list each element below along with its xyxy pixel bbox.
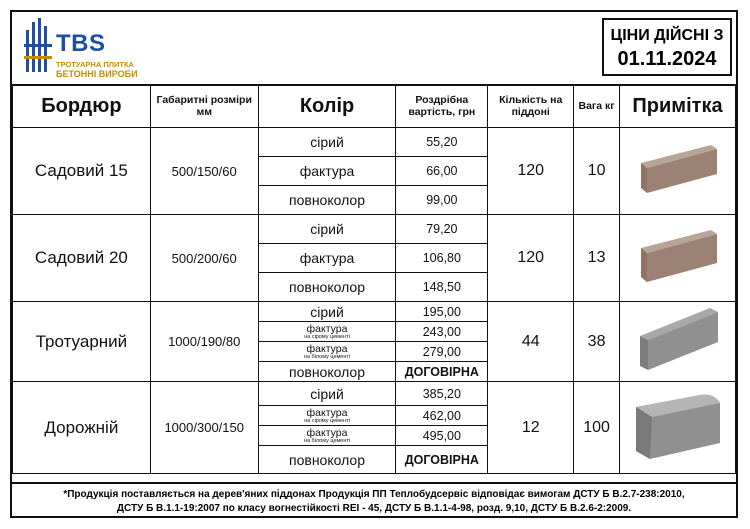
- col-product: Бордюр: [13, 85, 151, 128]
- color-option: повноколор: [258, 273, 396, 302]
- price-value: ДОГОВІРНА: [396, 446, 488, 474]
- table-row: [13, 128, 736, 157]
- color-option-note: на сірому цементі: [304, 417, 350, 424]
- color-option-note: на сірому цементі: [304, 333, 350, 340]
- logo: [22, 16, 142, 78]
- color-option-label: фактура: [306, 322, 348, 335]
- garden-curb-15-image: [633, 141, 723, 197]
- color-option-label: фактура: [306, 342, 348, 355]
- product-name: Садовий 15: [13, 128, 151, 215]
- color-option: сірий: [258, 302, 396, 322]
- logo-brand: TBS: [56, 30, 106, 57]
- product-weight: 100: [574, 382, 620, 474]
- table-header-row: [13, 85, 736, 128]
- col-dimensions: Габаритні розміри мм: [150, 85, 258, 128]
- price-value: ДОГОВІРНА: [396, 362, 488, 382]
- price-value: 106,80: [396, 244, 488, 273]
- product-name: Тротуарний: [13, 302, 151, 382]
- price-value: 462,00: [396, 406, 488, 426]
- price-value: 385,20: [396, 382, 488, 406]
- table-row: [13, 215, 736, 244]
- product-image-cell: [620, 382, 736, 474]
- col-quantity: Кількість на піддоні: [488, 85, 574, 128]
- pallet-quantity: 12: [488, 382, 574, 474]
- color-option-note: на білому цементі: [303, 437, 351, 444]
- col-note: Примітка: [620, 85, 736, 128]
- product-name: Дорожній: [13, 382, 151, 474]
- col-color: Колір: [258, 85, 396, 128]
- validity-label: ЦІНИ ДІЙСНІ З: [610, 27, 724, 44]
- footnote-line-2: ДСТУ Б В.1.1-19:2007 по класу вогнестійкості REI - 45, ДСТУ Б В.1.1-4-98, розд. 9,10, ДСТУ Б В.2.6-2:2009.: [116, 503, 632, 514]
- footnote-line-1: *Продукція поставляється на дерев'яних піддонах Продукція ПП Теплобудсервіс відповідає вимогам ДСТУ Б В.2.7-238:2010,: [63, 489, 685, 500]
- col-price: Роздрібна вартість, грн: [396, 85, 488, 128]
- color-option: повноколор: [258, 446, 396, 474]
- color-option: фактура: [258, 244, 396, 273]
- logo-tower-icon: [22, 16, 56, 76]
- price-value: 148,50: [396, 273, 488, 302]
- footnote: [12, 482, 736, 518]
- price-value: 495,00: [396, 426, 488, 446]
- product-weight: 13: [574, 215, 620, 302]
- col-weight: Вага кг: [574, 85, 620, 128]
- color-option: фактура: [258, 157, 396, 186]
- color-option: [258, 406, 396, 426]
- garden-curb-20-image: [633, 226, 723, 286]
- color-option: [258, 426, 396, 446]
- product-image-cell: [620, 128, 736, 215]
- product-image-cell: [620, 302, 736, 382]
- product-dimensions: 500/150/60: [150, 128, 258, 215]
- price-value: 79,20: [396, 215, 488, 244]
- product-weight: 10: [574, 128, 620, 215]
- color-option: сірий: [258, 215, 396, 244]
- product-dimensions: 1000/190/80: [150, 302, 258, 382]
- color-option: сірий: [258, 382, 396, 406]
- product-weight: 38: [574, 302, 620, 382]
- product-name: Садовий 20: [13, 215, 151, 302]
- validity-date: 01.11.2024: [617, 48, 717, 70]
- color-option-label: фактура: [306, 426, 348, 439]
- color-option: повноколор: [258, 186, 396, 215]
- sidewalk-curb-image: [630, 302, 726, 376]
- price-value: 195,00: [396, 302, 488, 322]
- table-row: [13, 382, 736, 406]
- logo-line-2: БЕТОННІ ВИРОБИ: [56, 69, 138, 79]
- road-curb-image: [628, 385, 728, 465]
- price-value: 55,20: [396, 128, 488, 157]
- color-option: [258, 322, 396, 342]
- pallet-quantity: 120: [488, 215, 574, 302]
- color-option: [258, 342, 396, 362]
- price-value: 243,00: [396, 322, 488, 342]
- price-value: 99,00: [396, 186, 488, 215]
- price-value: 66,00: [396, 157, 488, 186]
- price-table: [12, 84, 736, 474]
- color-option-note: на білому цементі: [303, 353, 351, 360]
- table-row: [13, 302, 736, 322]
- validity-box: [602, 18, 732, 76]
- product-dimensions: 1000/300/150: [150, 382, 258, 474]
- product-dimensions: 500/200/60: [150, 215, 258, 302]
- color-option-label: фактура: [306, 406, 348, 419]
- pallet-quantity: 120: [488, 128, 574, 215]
- product-image-cell: [620, 215, 736, 302]
- pallet-quantity: 44: [488, 302, 574, 382]
- logo-line-1: ТРОТУАРНА ПЛИТКА: [56, 60, 134, 69]
- header: [12, 12, 736, 86]
- price-value: 279,00: [396, 342, 488, 362]
- color-option: сірий: [258, 128, 396, 157]
- color-option: повноколор: [258, 362, 396, 382]
- price-list-frame: [10, 10, 738, 518]
